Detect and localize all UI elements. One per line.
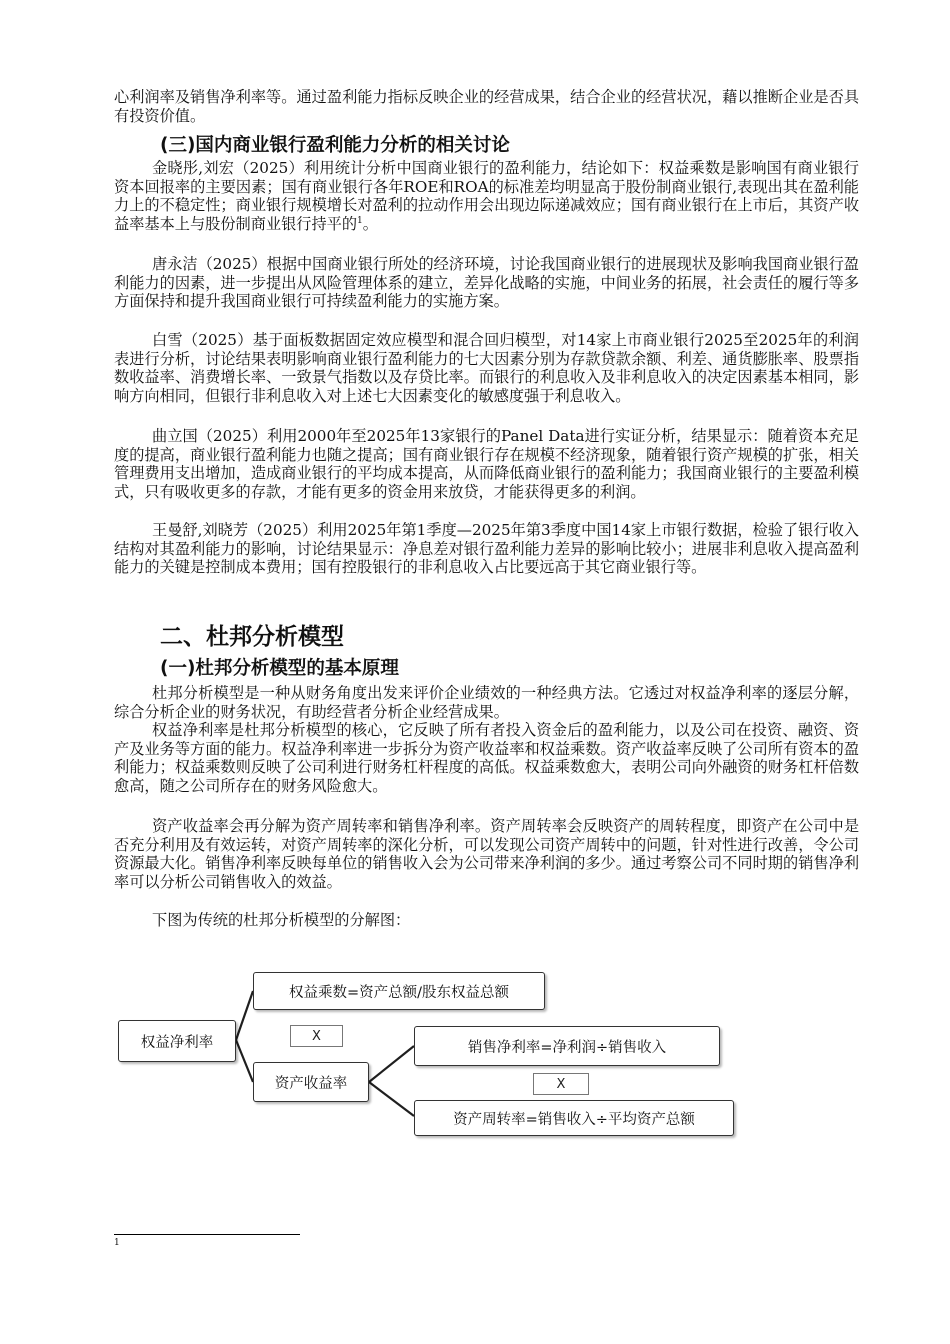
paragraph-intro-continuation: 心利润率及销售净利率等。通过盈利能力指标反映企业的经营成果，结合企业的经营状况，藉以推断企业是否具有投资价值。 (114, 88, 859, 125)
paragraph-qu-liguo: 曲立国（2025）利用2000年至2025年13家银行的Panel Data进行实证分析，结果显示：随着资本充足度的提高，商业银行盈利能力也随之提高；国有商业银行存在规模不经济现象，随着银行资产规模的扩张，相关管理费用支出增加，造成商业银行的平均成本提高，从而降低商业银行的盈利能力；我国商业银行的主要盈利模式，只有吸收更多的存款，才能有更多的资金用来放贷，才能获得更多的利润。 (114, 427, 859, 501)
paragraph-dupont-core: 权益净利率是杜邦分析模型的核心，它反映了所有者投入资金后的盈利能力，以及公司在投资、融资、资产及业务等方面的能力。权益净利率进一步拆分为资产收益率和权益乘数。资产收益率反映了公司所有资本的盈利能力；权益乘数则反映了公司利进行财务杠杆程度的高低。权益乘数愈大，表明公司向外融资的财务杠杆倍数愈高，随之公司所存在的财务风险愈大。 (114, 721, 859, 795)
roe-box: 权益净利率 (118, 1020, 236, 1062)
section-heading-1: (一)杜邦分析模型的基本原理 (160, 658, 399, 679)
connector-roe-to-multiplier (236, 991, 253, 1040)
multiply-sign-bottom: X (533, 1073, 589, 1095)
paragraph-bai-xue: 白雪（2025）基于面板数据固定效应模型和混合回归模型，对14家上市商业银行2025至2025年的利润表进行分析，讨论结果表明影响商业银行盈利能力的七大因素分别为存款贷款余额、利差、通货膨胀率、股票指数收益率、消费增长率、一致景气指数以及存贷比率。而银行的利息收入及非利息收入的决定因素基本相同，影响方向相同，但银行非利息收入对上述七大因素变化的敏感度强于利息收入。 (114, 331, 859, 405)
connector-roa-to-turnover (369, 1082, 414, 1116)
connector-roe-to-roa (236, 1040, 253, 1082)
paragraph-dupont-roa: 资产收益率会再分解为资产周转率和销售净利率。资产周转率会反映资产的周转程度，即资产在公司中是否充分利用及有效运转，对资产周转率的深化分析，可以发现公司资产周转中的问题，针对性进行改善，令公司资源最大化。销售净利率反映每单位的销售收入会为公司带来净利润的多少。通过考察公司不同时期的销售净利率可以分析公司销售收入的效益。 (114, 817, 859, 891)
paragraph-dupont-definition: 杜邦分析模型是一种从财务角度出发来评价企业绩效的一种经典方法。它透过对权益净利率的逐层分解，综合分析企业的财务状况，有助经营者分析企业经营成果。 (114, 684, 859, 721)
roa-box: 资产收益率 (253, 1062, 369, 1102)
paragraph-figure-intro: 下图为传统的杜邦分析模型的分解图： (152, 911, 411, 929)
section-heading-3: (三)国内商业银行盈利能力分析的相关讨论 (160, 135, 510, 156)
multiply-sign-top: X (290, 1025, 343, 1047)
paragraph-jin-end: 。 (362, 214, 378, 233)
paragraph-jin-text: 金晓彤,刘宏（2025）利用统计分析中国商业银行的盈利能力，结论如下：权益乘数是影响国有商业银行资本回报率的主要因素；国有商业银行各年ROE和ROA的标准差均明显高于股份制商业银行,表现出其在盈利能力上的不稳定性；商业银行规模增长对盈利的拉动作用会出现边际递减效应；国有商业银行在上市后，其资产收益率基本上与股份制商业银行持平的 (114, 159, 859, 233)
asset-turnover-box: 资产周转率=销售收入÷平均资产总额 (414, 1100, 734, 1136)
chapter-heading: 二、杜邦分析模型 (160, 624, 344, 650)
footnote-marker: 1 (114, 1238, 120, 1248)
equity-multiplier-box: 权益乘数=资产总额/股东权益总额 (253, 972, 545, 1010)
paragraph-wang-manshu: 王曼舒,刘晓芳（2025）利用2025年第1季度—2025年第3季度中国14家上市银行数据，检验了银行收入结构对其盈利能力的影响，讨论结果显示：净息差对银行盈利能力差异的影响比较小；进展非利息收入提高盈利能力的关键是控制成本费用；国有控股银行的非利息收入占比要远高于其它商业银行等。 (114, 521, 859, 576)
footnote-reference[interactable]: 1 (357, 215, 363, 226)
paragraph-tang-yongjie: 唐永洁（2025）根据中国商业银行所处的经济环境，讨论我国商业银行的进展现状及影响我国商业银行盈利能力的因素，进一步提出从风险管理体系的建立，差异化战略的实施，中间业务的拓展，社会责任的履行等多方面保持和提升我国商业银行可持续盈利能力的实施方案。 (114, 255, 859, 310)
connector-roa-to-margin (369, 1046, 414, 1082)
footnote-separator (114, 1234, 300, 1235)
net-margin-box: 销售净利率=净利润÷销售收入 (414, 1026, 720, 1066)
